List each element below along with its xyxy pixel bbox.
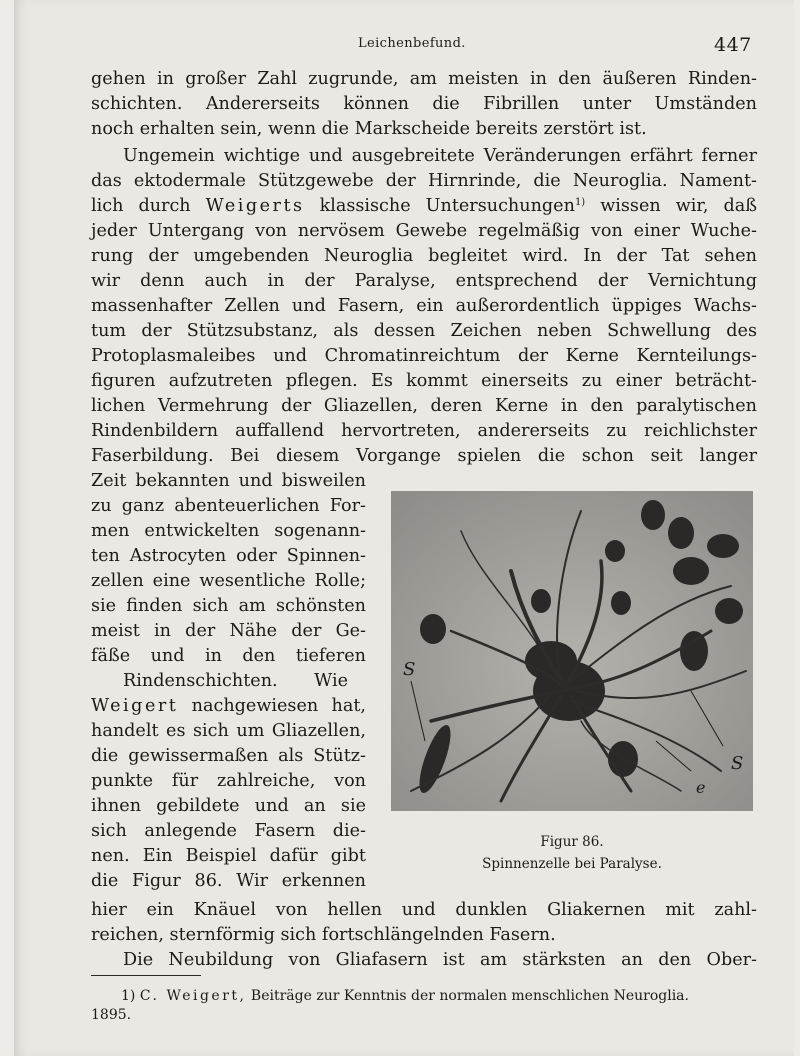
body-line: das ektodermale Stützgewebe der Hirnrinde, die Neuroglia. Nament- (91, 171, 757, 191)
figure-label-e: e (696, 778, 706, 797)
figure-86-micrograph (391, 491, 753, 811)
column-line: die Figur 86. Wir erkennen (91, 871, 366, 891)
body-text: klassische Untersuchungen (319, 196, 575, 216)
page-header (0, 30, 800, 58)
body-line: Faserbildung. Bei diesem Vorgange spielen die schon seit langer (91, 446, 757, 466)
column-line: ten Astrocyten oder Spinnen- (91, 546, 366, 566)
body-line: wir denn auch in der Paralyse, entsprechend der Vernichtung (91, 271, 757, 291)
column-line: handelt es sich um Gliazellen, (91, 721, 366, 741)
body-line: lichen Vermehrung der Gliazellen, deren Kerne in den paralytischen (91, 396, 757, 416)
figure-caption-text: Spinnenzelle bei Paralyse. (482, 856, 662, 872)
column-line: Rindenschichten. Wie (123, 671, 348, 691)
body-line: rung der umgebenden Neuroglia begleitet wird. In der Tat sehen (91, 246, 757, 266)
body-line: jeder Untergang von nervösem Gewebe regelmäßig von einer Wuche- (91, 221, 757, 241)
author-name-spaced: Weigert (91, 696, 179, 716)
running-title: Leichenbefund. (358, 36, 466, 51)
column-line: zu ganz abenteuerlichen For- (91, 496, 366, 516)
body-line: reichen, sternförmig sich fortschlängelnden Fasern. (91, 925, 556, 945)
author-name-spaced: Weigerts (205, 196, 305, 216)
footnote-year: 1895. (91, 1007, 132, 1023)
column-line: zellen eine wesentliche Rolle; (91, 571, 366, 591)
column-line: fäße und in den tieferen (91, 646, 366, 666)
footnote-text: Beiträge zur Kenntnis der normalen menschlichen Neuroglia. (250, 988, 689, 1004)
column-line: die gewissermaßen als Stütz- (91, 746, 366, 766)
body-text: nachgewiesen hat, (191, 696, 366, 716)
column-line: nen. Ein Beispiel dafür gibt (91, 846, 366, 866)
body-line: Rindenbildern auffallend hervortreten, andererseits zu reichlichster (91, 421, 757, 441)
figure-label-s-left: S (403, 659, 416, 680)
body-line: noch erhalten sein, wenn die Markscheide bereits zerstört ist. (91, 119, 647, 139)
column-line: sie finden sich am schönsten (91, 596, 366, 616)
column-line: men entwickelten sogenann- (91, 521, 366, 541)
body-line: massenhafter Zellen und Fasern, ein außerordentlich üppiges Wachs- (91, 296, 757, 316)
body-line: figuren aufzutreten pflegen. Es kommt einerseits zu einer beträcht- (91, 371, 757, 391)
body-line-with-citation (91, 194, 757, 219)
column-line: punkte für zahlreiche, von (91, 771, 366, 791)
column-line: ihnen gebildete und an sie (91, 796, 366, 816)
body-line: hier ein Knäuel von hellen und dunklen Gliakernen mit zahl- (91, 900, 757, 920)
body-text: wissen wir, daß (600, 196, 757, 216)
figure-caption-number: Figur 86. (540, 834, 604, 850)
footnote-reference: 1) (574, 197, 586, 208)
paragraph-start-line: Die Neubildung von Gliafasern ist am stärksten an den Ober- (123, 950, 757, 970)
body-line: tum der Stützsubstanz, als dessen Zeichen neben Schwellung des (91, 321, 757, 341)
body-line: Protoplasmaleibes und Chromatinreichtum der Kerne Kernteilungs- (91, 346, 757, 366)
column-line: meist in der Nähe der Ge- (91, 621, 366, 641)
page-number: 447 (714, 34, 752, 56)
body-text: lich durch (91, 196, 191, 216)
body-line: schichten. Andererseits können die Fibrillen unter Umständen (91, 94, 757, 114)
column-line: sich anlegende Fasern die- (91, 821, 366, 841)
footnote-divider (91, 975, 201, 976)
paragraph-start-line: Ungemein wichtige und ausgebreitete Veränderungen erfährt ferner (123, 146, 757, 166)
column-line-with-author (91, 694, 366, 719)
footnote-marker: 1) (121, 988, 136, 1004)
micrograph-image (391, 491, 753, 811)
body-line: gehen in großer Zahl zugrunde, am meisten in den äußeren Rinden- (91, 69, 757, 89)
column-line: Zeit bekannten und bisweilen (91, 471, 366, 491)
figure-label-s-right: S (731, 753, 744, 774)
footnote-author: C. Weigert, (139, 988, 247, 1004)
